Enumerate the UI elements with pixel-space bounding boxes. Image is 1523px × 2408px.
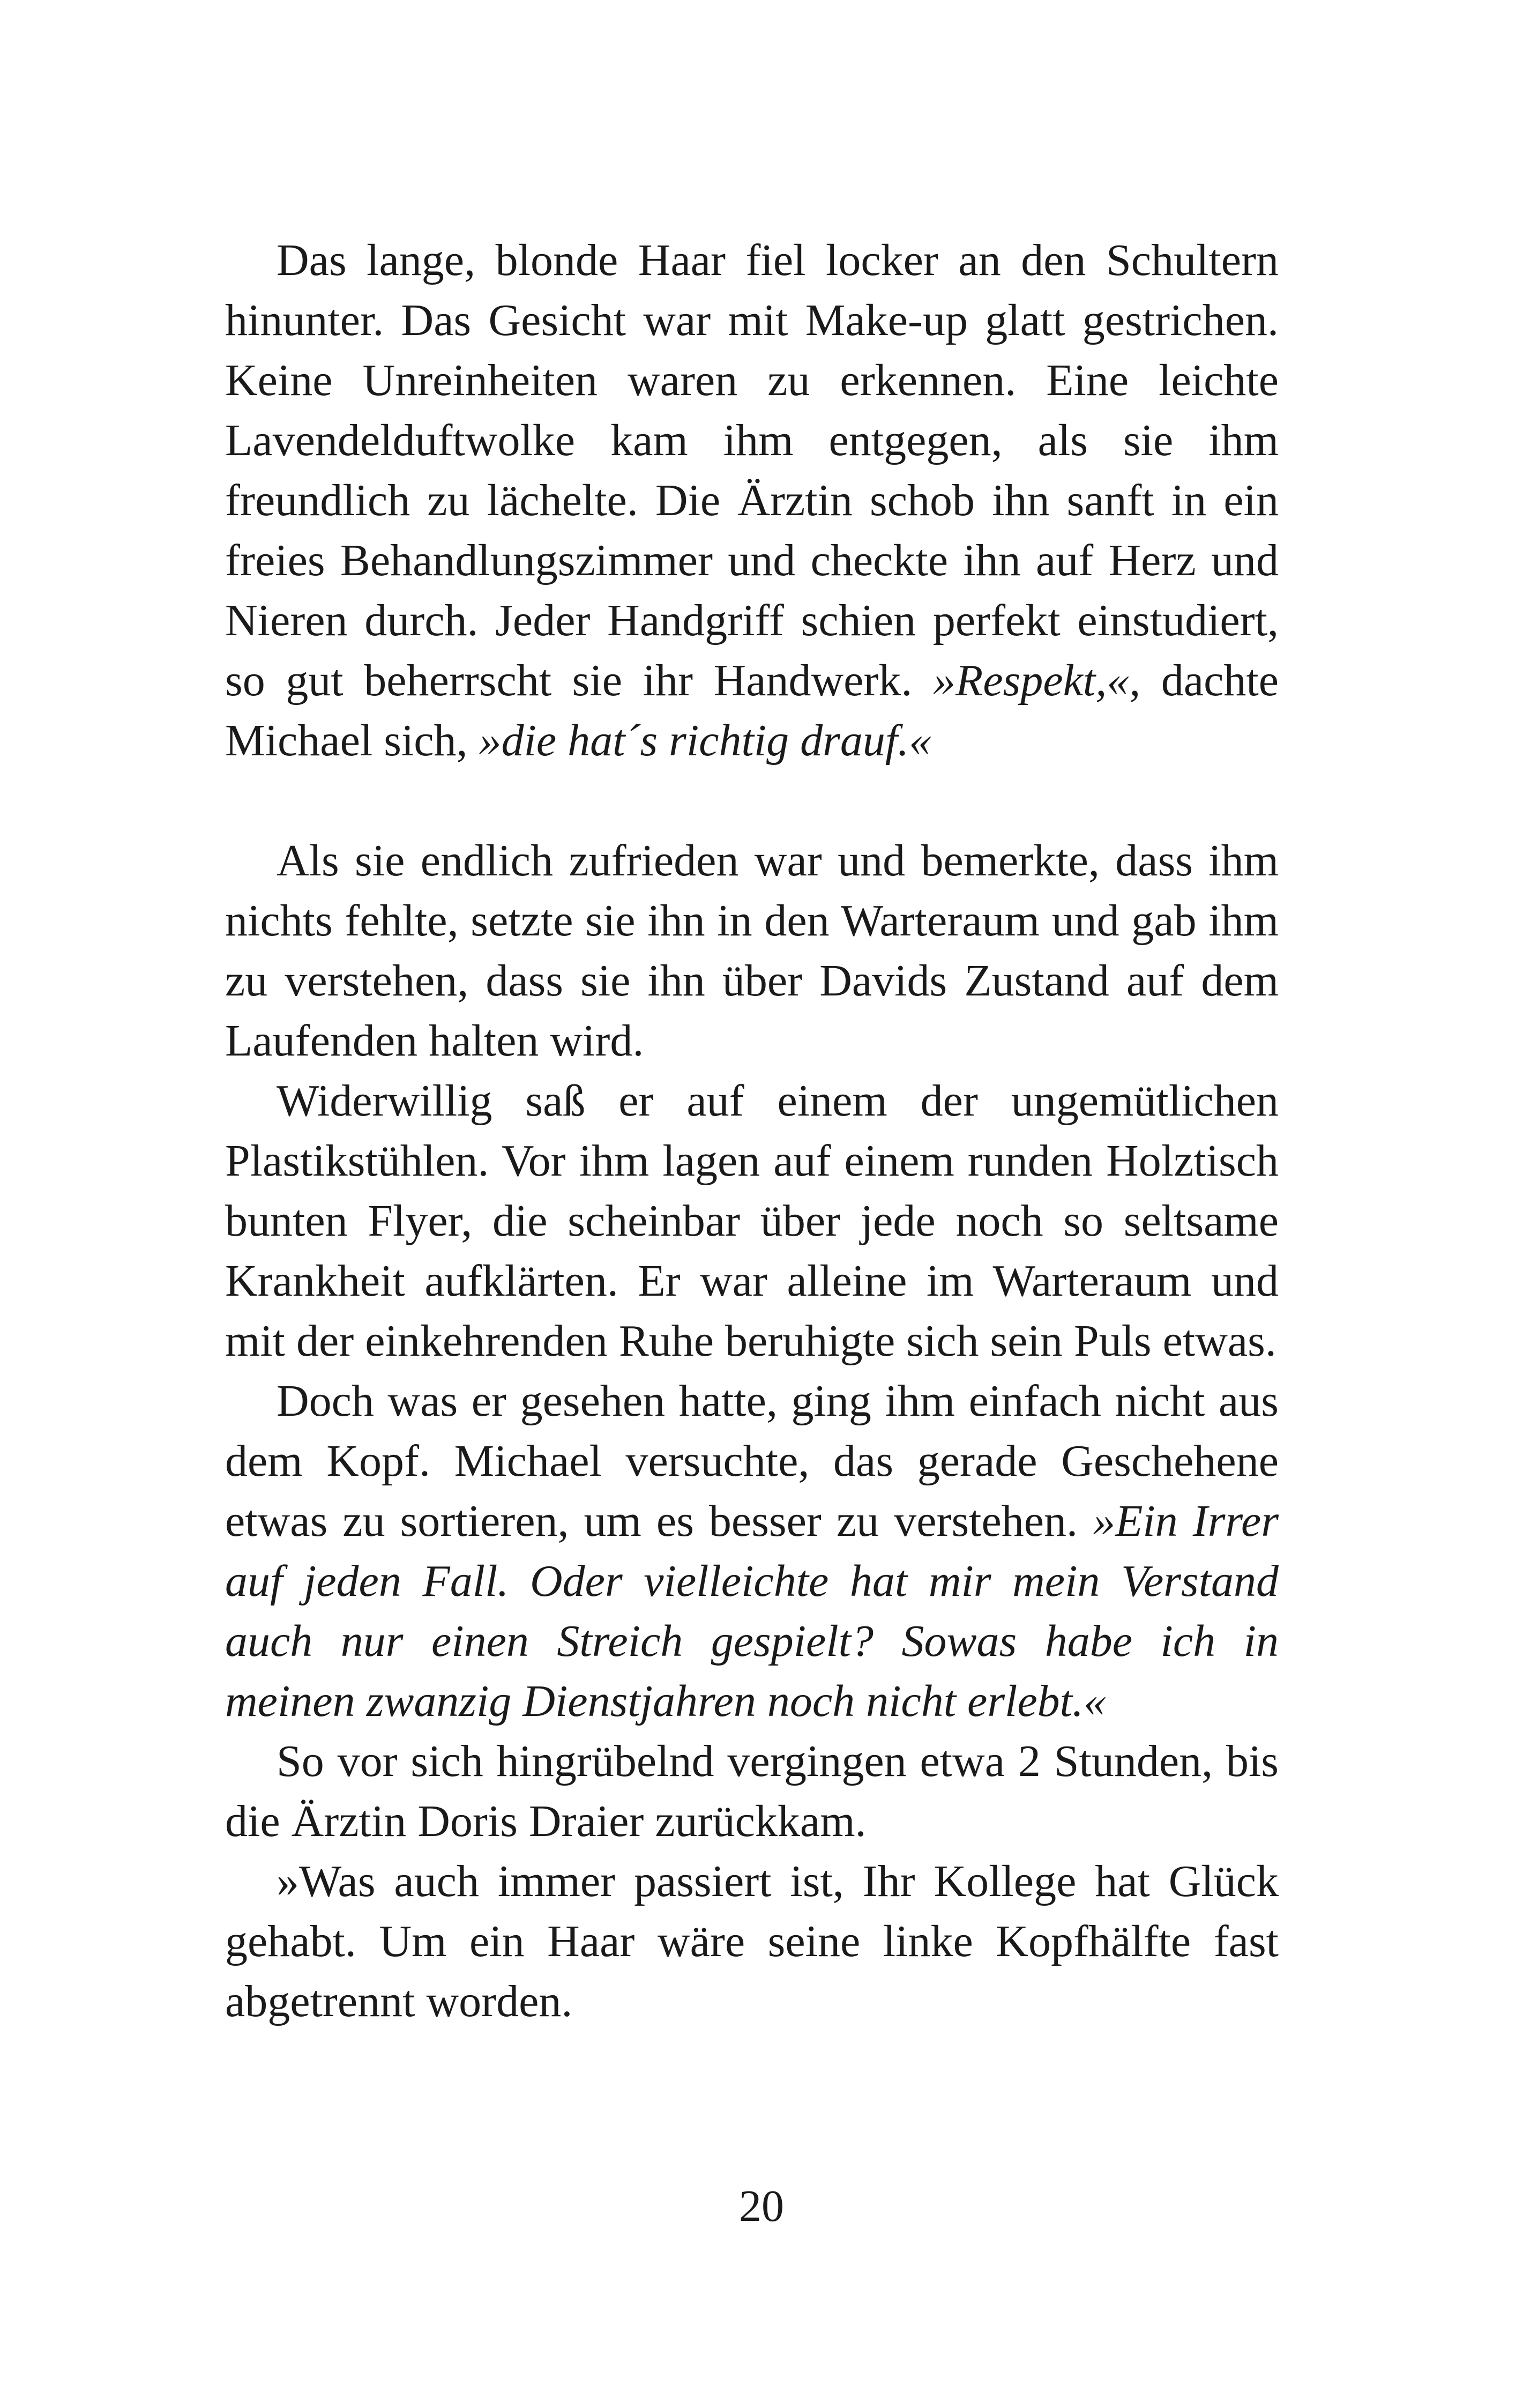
paragraph-4	[225, 1371, 1279, 1731]
inner-thought-respekt: »Respekt,«,	[933, 656, 1141, 705]
paragraph-6-text: »Was auch immer passiert ist, Ihr Kollege hat Glück gehabt. Um ein Haar wäre seine linke Kopfhälfte fast abgetrennt worden.	[225, 1856, 1279, 2026]
paragraph-5-text: So vor sich hingrübelnd vergingen etwa 2 Stunden, bis die Ärztin Doris Draier zurückkam.	[225, 1736, 1279, 1846]
paragraph-3-text: Widerwillig saß er auf einem der ungemütlichen Plastikstühlen. Vor ihm lagen auf einem runden Holztisch bunten Flyer, die scheinbar über jede noch so seltsame Krankheit aufklärten. Er war alleine im Warteraum und mit der einkehrenden Ruhe beruhigte sich sein Puls etwas.	[225, 1076, 1279, 1366]
paragraph-2-text: Als sie endlich zufrieden war und bemerkte, dass ihm nichts fehlte, setzte sie ihn in den Warteraum und gab ihm zu verstehen, dass sie ihn über Davids Zustand auf dem Laufenden halten wird.	[225, 836, 1279, 1066]
narration-dachte: dachte Michael sich,	[225, 656, 1279, 765]
paragraph-3	[225, 1071, 1279, 1371]
body-text	[225, 231, 1279, 2032]
paragraph-4-text: Doch was er gesehen hatte, ging ihm einfach nicht aus dem Kopf. Michael versuchte, das gerade Geschehene etwas zu sortieren, um es besser zu verstehen.	[225, 1376, 1279, 1546]
paragraph-6	[225, 1852, 1279, 2032]
paragraph-1	[225, 231, 1279, 771]
paragraph-1-text: Das lange, blonde Haar fiel locker an den Schultern hinunter. Das Gesicht war mit Make-up glatt gestrichen. Keine Unreinheiten waren zu erkennen. Eine leichte Lavendelduftwolke kam ihm entgegen, als sie ihm freundlich zu lächelte. Die Ärztin schob ihn sanft in ein freies Behandlungszimmer und checkte ihn auf Herz und Nieren durch. Jeder Handgriff schien perfekt einstudiert, so gut beherrscht sie ihr Handwerk.	[225, 235, 1279, 705]
inner-thought-drauf: »die hat´s richtig drauf.«	[479, 716, 932, 765]
paragraph-5	[225, 1731, 1279, 1852]
inner-thought-irrer: »Ein Irrer auf jeden Fall. Oder vielleichte hat mir mein Verstand auch nur einen Streich gespielt? Sowas habe ich in meinen zwanzig Dienstjahren noch nicht erlebt.«	[225, 1496, 1279, 1726]
section-gap	[225, 771, 1279, 831]
paragraph-2	[225, 831, 1279, 1071]
page-number: 20	[739, 2181, 784, 2231]
